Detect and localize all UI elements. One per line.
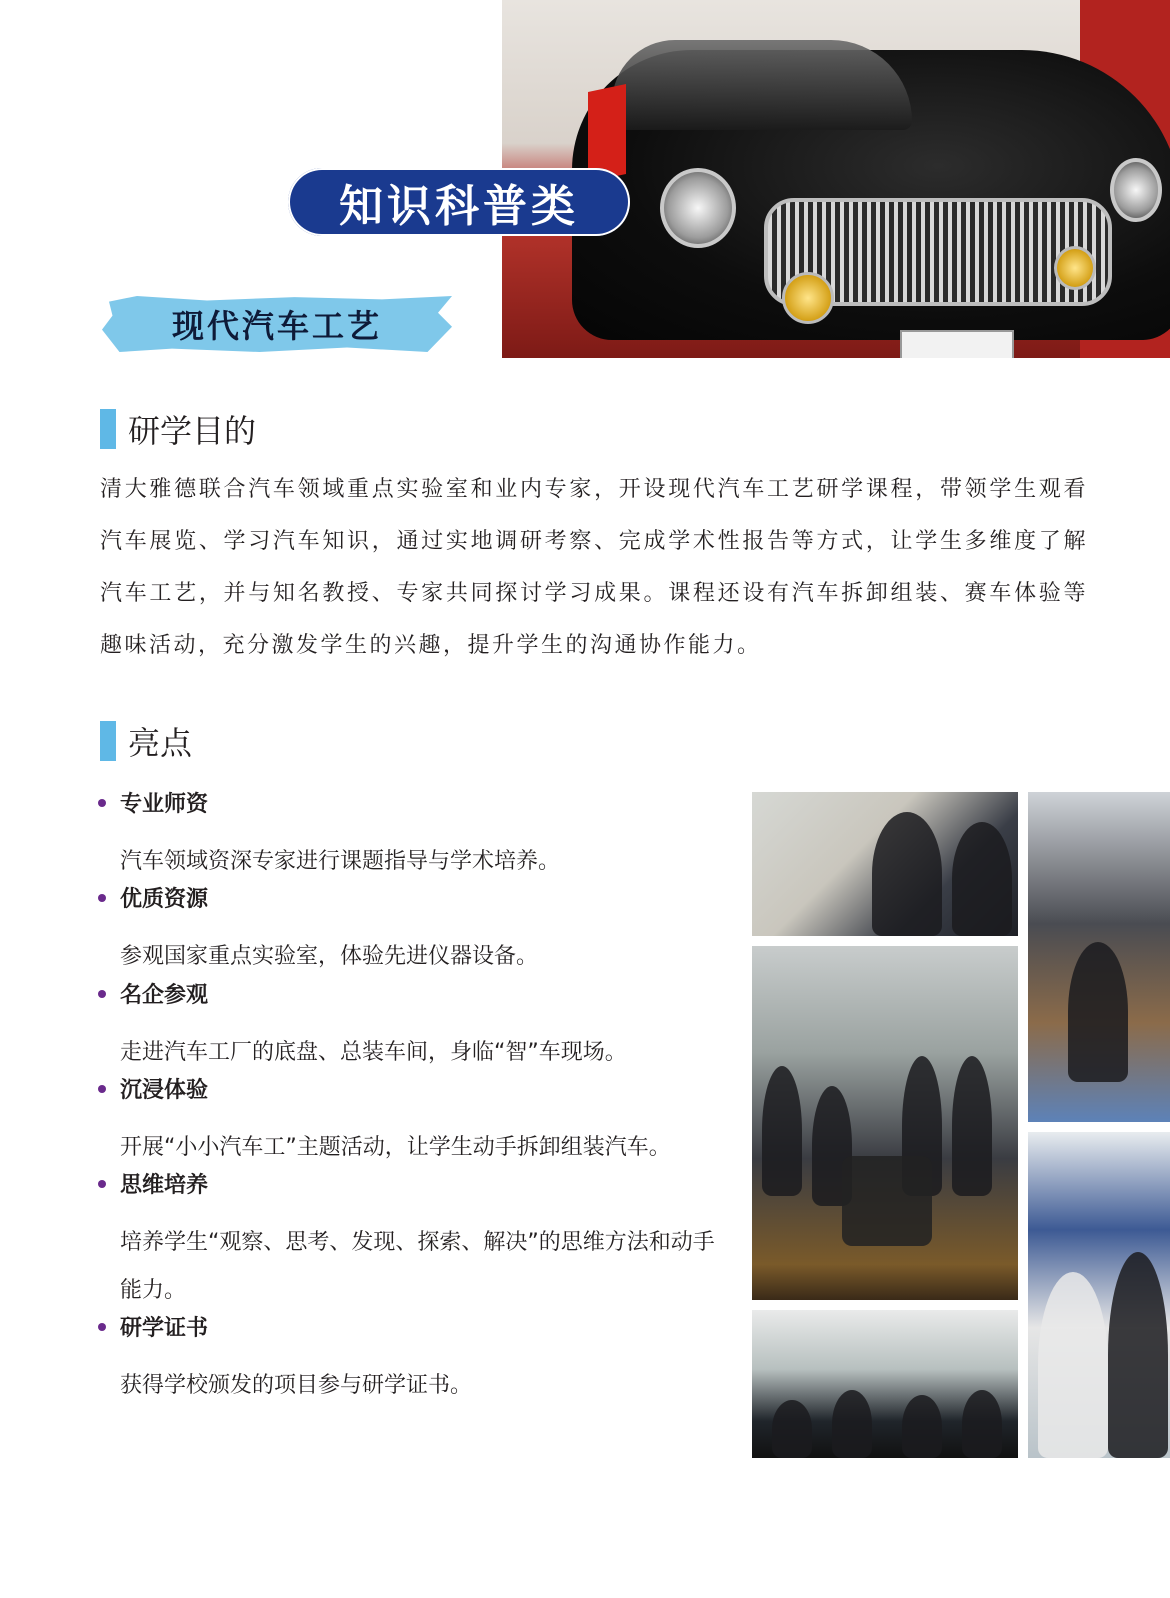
purpose-paragraph: 清大雅德联合汽车领域重点实验室和业内专家，开设现代汽车工艺研学课程，带领学生观看汽车展览、学习汽车知识，通过实地调研考察、完成学术性报告等方式，让学生多维度了解汽车工艺，并与知名教授、专家共同探讨学习成果。课程还设有汽车拆卸组装、赛车体验等趣味活动，充分激发学生的兴趣，提升学生的沟通协作能力。 [100, 477, 1088, 658]
car-headlamp-right [1110, 158, 1162, 222]
bullet-dot [98, 1085, 106, 1093]
car-headlamp-left [660, 168, 736, 248]
bullet-dot [98, 990, 106, 998]
highlight-title: 思维培养 [120, 1173, 209, 1198]
highlight-item [98, 1073, 728, 1172]
car-windshield [612, 40, 912, 130]
car-foglamp-left [782, 272, 834, 324]
bullet-dot [98, 1323, 106, 1331]
car-plate [900, 330, 1014, 358]
category-banner: 知识科普类 [288, 168, 630, 236]
bullet-dot [98, 1180, 106, 1188]
highlight-desc: 获得学校颁发的项目参与研学证书。 [120, 1373, 473, 1398]
car-foglamp-right [1054, 246, 1096, 290]
highlight-title: 专业师资 [120, 792, 209, 817]
highlight-desc: 开展“小小汽车工”主题活动，让学生动手拆卸组装汽车。 [120, 1135, 671, 1160]
highlight-title: 研学证书 [120, 1316, 209, 1341]
highlight-item [98, 882, 728, 981]
photo-expert-explaining [752, 792, 1018, 936]
purpose-heading-text: 研学目的 [128, 412, 257, 450]
highlight-desc: 走进汽车工厂的底盘、总装车间，身临“智”车现场。 [120, 1040, 627, 1065]
heading-accent-bar [100, 409, 116, 449]
bullet-dot [98, 894, 106, 902]
heading-accent-bar [100, 721, 116, 761]
highlights-heading-text: 亮点 [128, 724, 193, 762]
highlight-item [98, 1311, 728, 1410]
highlight-item [98, 787, 728, 886]
bullet-dot [98, 799, 106, 807]
photo-classroom-lab [752, 1310, 1018, 1458]
highlight-title: 沉浸体验 [120, 1078, 209, 1103]
highlight-title: 名企参观 [120, 983, 209, 1008]
photo-students-circuit-board [1028, 1132, 1170, 1458]
highlights-heading [100, 718, 192, 764]
highlight-title: 优质资源 [120, 887, 209, 912]
course-title: 现代汽车工艺 [171, 307, 382, 345]
highlight-desc: 参观国家重点实验室，体验先进仪器设备。 [120, 944, 539, 969]
highlight-desc: 汽车领域资深专家进行课题指导与学术培养。 [120, 849, 561, 874]
purpose-heading [100, 406, 256, 452]
photo-engine-disassembly [1028, 792, 1170, 1122]
highlight-item [98, 978, 728, 1077]
highlight-item [98, 1168, 728, 1315]
highlight-desc: 培养学生“观察、思考、发现、探索、解决”的思维方法和动手能力。 [120, 1230, 715, 1303]
photo-group-with-engine [752, 946, 1018, 1300]
